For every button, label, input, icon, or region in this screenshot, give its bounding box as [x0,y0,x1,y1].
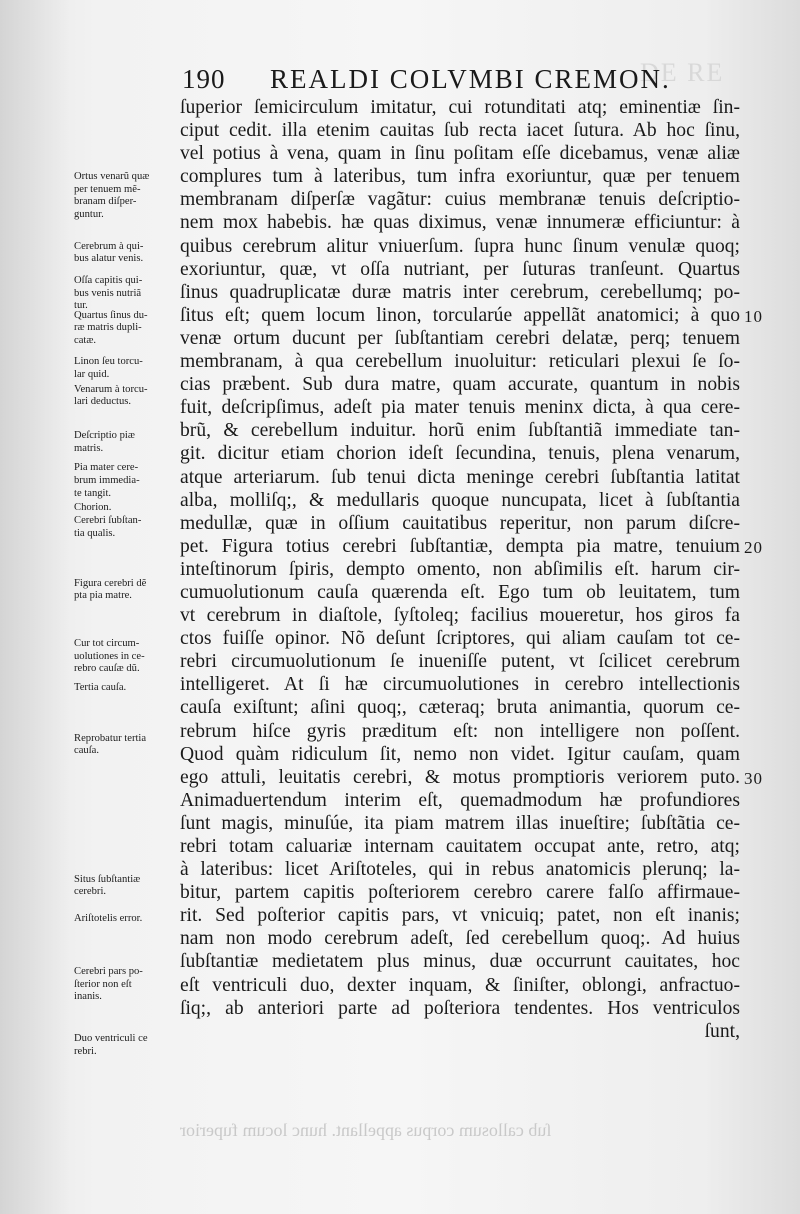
margin-note [74,356,174,381]
text-line: rebrum hiſce gyris præditum eſt: non intelligere non poſſent. [180,720,740,742]
text-line: ego attuli, leuitatis cerebri, & motus promptioris veriorem puto. [180,766,740,788]
margin-note [74,874,174,899]
margin-note [74,515,174,540]
margin-note-line: pta pia matre. [74,590,132,602]
margin-note [74,502,174,515]
text-line: ciput cedit. illa etenim cauitas ſub recta iacet ſutura. Ab hoc ſinu, [180,120,740,142]
text-line: fuit, deſcripſimus, adeſt pia mater tenuis meninx dicta, à qua cere- [180,397,740,419]
text-line: nem mox habebis. hæ quas diximus, venæ innumeræ efficiuntur: à [180,212,740,234]
margin-note [74,241,174,266]
line-number-marker: 20 [744,537,763,557]
margin-note-line: Cerebri ſubſtan- [74,515,142,527]
bleed-through-text: ſub callosum corpus appellant. hunc locum fuperior [180,1120,552,1140]
text-line: eſt ventriculi duo, dexter inquam, & ſiniſter, oblongi, anfractuo- [180,974,740,996]
margin-note-line: lari deductus. [74,396,132,408]
line-number-marker: 10 [744,306,763,326]
text-line: quibus cerebrum alitur vniuerſum. ſupra hunc ſinum venulæ quoq; [180,235,740,257]
body-text [180,96,740,1043]
text-line: atque arteriarum. ſub tenui dicta meninge cerebri ſubſtantia latitat [180,466,740,488]
text-line: à lateribus: licet Ariſtoteles, qui in rebus anatomicis plerunq; la- [180,859,740,881]
text-line: venæ ortum ducunt per ſubſtantiam cerebri delatæ, perq; tenuem [180,327,740,349]
text-line: nam non modo cerebrum adeſt, ſed cerebellum quoq;. Ad huius [180,928,740,950]
text-line: exoriuntur, quæ, vt oſſa nutriant, per ſuturas tranſeunt. Quartus [180,258,740,280]
text-line: membranam diſperſæ vagãtur: cuius membranæ tenuis deſcriptio- [180,189,740,211]
margin-note-line: Cerebrum à qui- [74,240,144,252]
margin-note-line: matris. [74,442,104,454]
text-line: Quod quàm ridiculum ſit, nemo non videt. Igitur cauſam, quam [180,743,740,765]
text-line: ſunt magis, minuſúe, ita piam matrem illas inueſtire; ſubſtãtia ce- [180,812,740,834]
text-line: rebri totam caluariæ internam cauitatem occupat ante, retro, atq; [180,836,740,857]
text-line: vt cerebrum in diaſtole, ſyſtoleq; facilius moueretur, hos giros fa [180,605,740,627]
margin-note [74,682,174,695]
margin-note-line: tia qualis. [74,528,116,540]
margin-note-line: Cur tot circum- [74,637,140,649]
margin-note-line: uolutiones in ce- [74,650,145,662]
margin-note-line: guntur. [74,209,104,221]
margin-note-line: Ortus venarũ quæ [74,171,150,183]
running-head: REALDI COLVMBI CREMON. [270,64,671,94]
margin-note-line: Situs ſubſtantiæ [74,873,141,885]
page-number: 190 [182,64,226,94]
margin-note-line: Quartus ſinus du- [74,309,148,321]
text-line: ſinus quadruplicatæ duræ matris inter cerebrum, cerebellumq; po- [180,281,740,303]
page-header [182,62,742,98]
margin-note-line: Linon ſeu torcu- [74,356,143,368]
margin-note-line: Figura cerebri dẽ [74,577,147,589]
margin-note-line: bus venis nutriã [74,287,142,299]
text-line: cias præbent. Sub dura matre, quam accurate, quantum in nobis [180,374,740,396]
text-line: medullæ, quæ in oſſium cauitatibus reperitur, non parum diſcre- [180,512,740,534]
text-line: complures tum à lateribus, tum infra exoriuntur, quæ per tenuem [180,166,740,188]
margin-note [74,310,174,348]
text-line: cauſa exiſtunt; aſini quoq;, cæteraq; bruta animantia, quorum ce- [180,697,740,719]
margin-note-line: branam diſper- [74,196,137,208]
text-line: Animaduertendum interim eſt, quemadmodum hæ profundiores [180,789,740,811]
text-line: pet. Figura totius cerebri ſubſtantiæ, dempta pia matre, tenuium [180,535,740,557]
text-line: ſitus eſt; quem locum linon, torcularúe appellãt anatomici; à quo [180,304,740,326]
margin-note [74,275,174,313]
text-line: ctos fuiſſe opinor. Nõ deſunt ſcriptores, qui aliam cauſam tot ce- [180,628,740,650]
text-line: ſubſtantiæ medietatem plus minus, duæ occurrunt cauitates, hoc [180,951,740,973]
margin-note [74,462,174,500]
margin-note [74,1033,174,1058]
line-number-marker: 30 [744,768,763,788]
margin-note-line: cauſa. [74,745,99,757]
margin-note-line: Ariſtotelis error. [74,912,143,924]
margin-note-line: brum immedia- [74,474,140,486]
margin-note-line: Tertia cauſa. [74,681,127,693]
text-line: bitur, partem capitis poſteriorem cerebro carere falſo affirmaue- [180,882,740,904]
margin-note-line: rebri. [74,1045,97,1057]
margin-note-line: ſterior non eſt [74,978,132,990]
margin-note-line: te tangit. [74,487,112,499]
margin-note-line: rebro cauſæ dũ. [74,663,140,675]
catchword: ſunt, [704,1020,740,1042]
margin-note-line: Deſcriptio piæ [74,430,135,442]
margin-note-line: Cerebri pars po- [74,965,143,977]
margin-note [74,966,174,1004]
text-line: intelligeret. At ſi hæ circumuolutiones in cerebro intellectionis [180,674,740,696]
bleed-through-text: DE RE [640,58,725,87]
margin-note-line: Venarum à torcu- [74,383,148,395]
margin-note [74,171,174,221]
text-line: alba, molliſq;, & medullaris quoque nuncupata, licet à ſubſtantia [180,489,740,511]
margin-note [74,638,174,676]
margin-note [74,733,174,758]
margin-note-line: ræ matris dupli- [74,322,142,334]
margin-note [74,384,174,409]
margin-note-line: cerebri. [74,886,107,898]
margin-note-line: Reprobatur tertia [74,732,147,744]
text-line: rebri circumuolutionum ſe inueniſſe putent, vt ſcilicet cerebrum [180,651,740,673]
margin-note-line: Duo ventriculi ce [74,1032,148,1044]
text-line: ſuperior ſemicirculum imitatur, cui rotunditati atq; eminentiæ ſin- [180,97,740,118]
margin-note-line: Chorion. [74,501,112,513]
text-line: membranam, à qua cerebellum inuoluitur: reticulari plexui ſe ſo- [180,351,740,373]
margin-note [74,430,174,455]
margin-note-line: per tenuem mẽ- [74,183,141,195]
spine-shadow [0,0,70,1214]
text-line: rit. Sed poſterior capitis pars, vt vnicuiq; patet, non eſt inanis; [180,905,740,927]
margin-note-line: Oſſa capitis qui- [74,275,143,287]
margin-note-line: inanis. [74,991,102,1003]
margin-note-line: bus alatur venis. [74,253,144,265]
text-line: vel potius à vena, quam in ſinu poſitam eſſe dicebamus, venæ aliæ [180,143,740,165]
margin-note [74,578,174,603]
text-line: inteſtinorum ſpiris, dempto omento, non abſimilis eſt. harum cir- [180,558,740,580]
text-line: cumuolutionum cauſa quærenda eſt. Ego tum ob leuitatem, tum [180,581,740,603]
margin-note-line: Pia mater cere- [74,462,139,474]
margin-note-line: lar quid. [74,368,110,380]
text-line: ſiq;, ab anteriori parte ad poſteriora tendentes. Hos ventriculos [180,997,740,1019]
margin-note [74,913,174,926]
text-line: brũ, & cerebellum induitur. horũ enim ſubſtantiã immediate tan- [180,420,740,442]
margin-note-line: catæ. [74,335,97,347]
text-line: git. dicitur etiam chorion ideſt ſecundina, tenuis, plena venarum, [180,443,740,465]
margin-note-line: tur. [74,300,88,312]
